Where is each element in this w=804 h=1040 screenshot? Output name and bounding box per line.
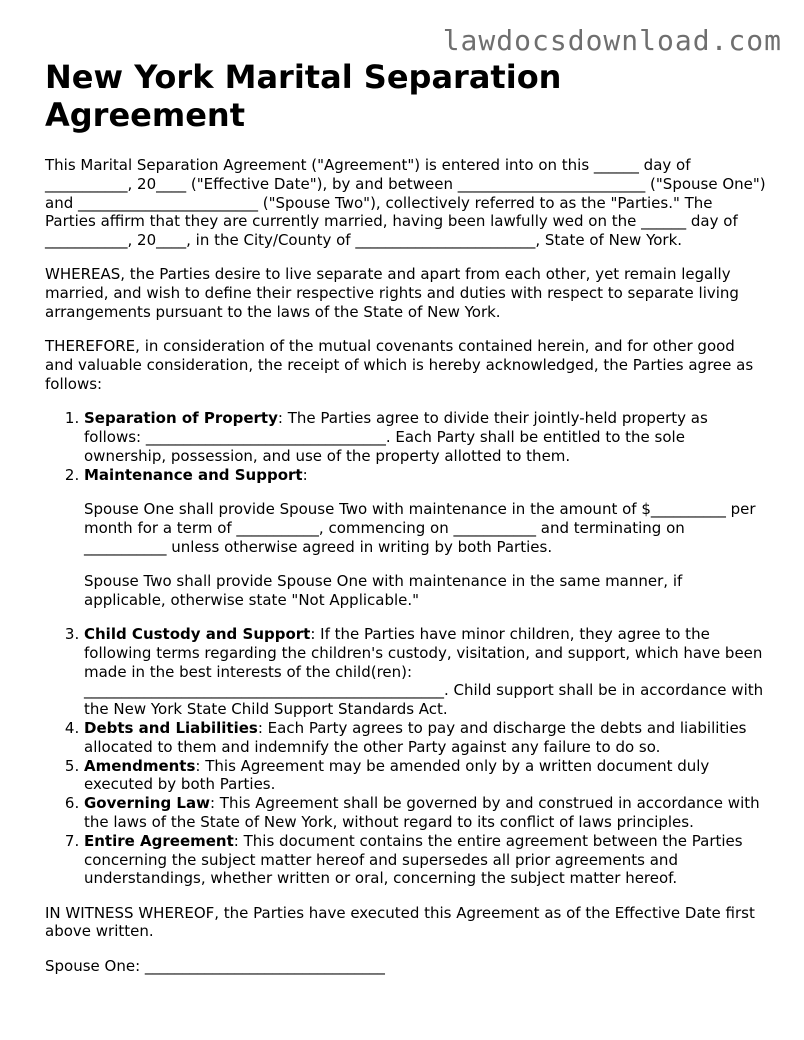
clause-maintenance-and-support	[84, 466, 767, 610]
maintenance-spouse-one-paragraph: Spouse One shall provide Spouse Two with maintenance in the amount of $__________ per month for a term of ___________, commencing on ___________ and terminating on ___________ unless otherwise agreed in writing by both Parties.	[84, 499, 756, 556]
clause-text: :	[302, 465, 308, 484]
clause-heading: Entire Agreement	[84, 831, 234, 850]
therefore-paragraph: THEREFORE, in consideration of the mutual covenants contained herein, and for other good and valuable consideration, the receipt of which is hereby acknowledged, the Parties agree as follows:	[45, 337, 754, 393]
clause-heading: Child Custody and Support	[84, 624, 311, 643]
document-title: New York Marital Separation Agreement	[45, 58, 562, 134]
clause-entire-agreement	[84, 832, 767, 888]
signature-line-spouse-one: Spouse One: ________________________________	[45, 956, 385, 975]
clause-heading: Debts and Liabilities	[84, 718, 258, 737]
clause-governing-law	[84, 794, 767, 832]
clause-heading: Maintenance and Support	[84, 465, 303, 484]
clause-text: : This Agreement may be amended only by a written document duly executed by both Parties.	[84, 756, 710, 794]
clause-heading: Separation of Property	[84, 409, 278, 428]
clause-heading: Amendments	[84, 756, 196, 775]
document-page	[45, 58, 767, 991]
clause-debts-and-liabilities	[84, 719, 767, 757]
clause-heading: Governing Law	[84, 794, 210, 813]
clause-text: : This Agreement shall be governed by and construed in accordance with the laws of the State of New York, without regard to its conflict of laws principles.	[84, 794, 760, 831]
maintenance-spouse-two-paragraph: Spouse Two shall provide Spouse One with maintenance in the same manner, if applicable, otherwise state "Not Applicable."	[84, 571, 683, 609]
clause-text: : This document contains the entire agreement between the Parties concerning the subject matter hereof and supersedes all prior agreements and understandings, whether written or oral, concerning the subject matter hereof.	[84, 831, 743, 888]
intro-paragraph: This Marital Separation Agreement ("Agreement") is entered into on this ______ day of ___________, 20____ ("Effective Date"), by and between _________________________ ("Spouse One") and ________________________ ("Spouse Two"), collectively referred to as the "Parties." The Parties affirm that they are currently married, having been lawfully wed on the ______ day of ___________, 20____, in the City/County of ________________________, State of New York.	[45, 156, 766, 250]
clause-text: : The Parties agree to divide their jointly-held property as follows: ________________________________. Each Party shall be entitled to the sole ownership, possession, and use of the property allotted to them.	[84, 409, 708, 465]
witness-paragraph: IN WITNESS WHEREOF, the Parties have executed this Agreement as of the Effective Date first above written.	[45, 903, 755, 941]
clause-text: : If the Parties have minor children, they agree to the following terms regarding the children's custody, visitation, and support, which have been made in the best interests of the child(ren): ________________________________________________. Child support shall be in accordance with the New York State Child Support Standards Act.	[84, 624, 764, 719]
clause-separation-of-property	[84, 409, 767, 465]
watermark: lawdocsdownload.com	[442, 24, 782, 57]
clause-amendments	[84, 757, 767, 795]
clause-text: : Each Party agrees to pay and discharge the debts and liabilities allocated to them and indemnify the other Party against any failure to do so.	[84, 718, 747, 756]
whereas-paragraph: WHEREAS, the Parties desire to live separate and apart from each other, yet remain legally married, and wish to define their respective rights and duties with respect to separate living arrangements pursuant to the laws of the State of New York.	[45, 265, 739, 322]
clauses-list	[45, 409, 767, 888]
clause-child-custody-and-support	[84, 625, 767, 719]
